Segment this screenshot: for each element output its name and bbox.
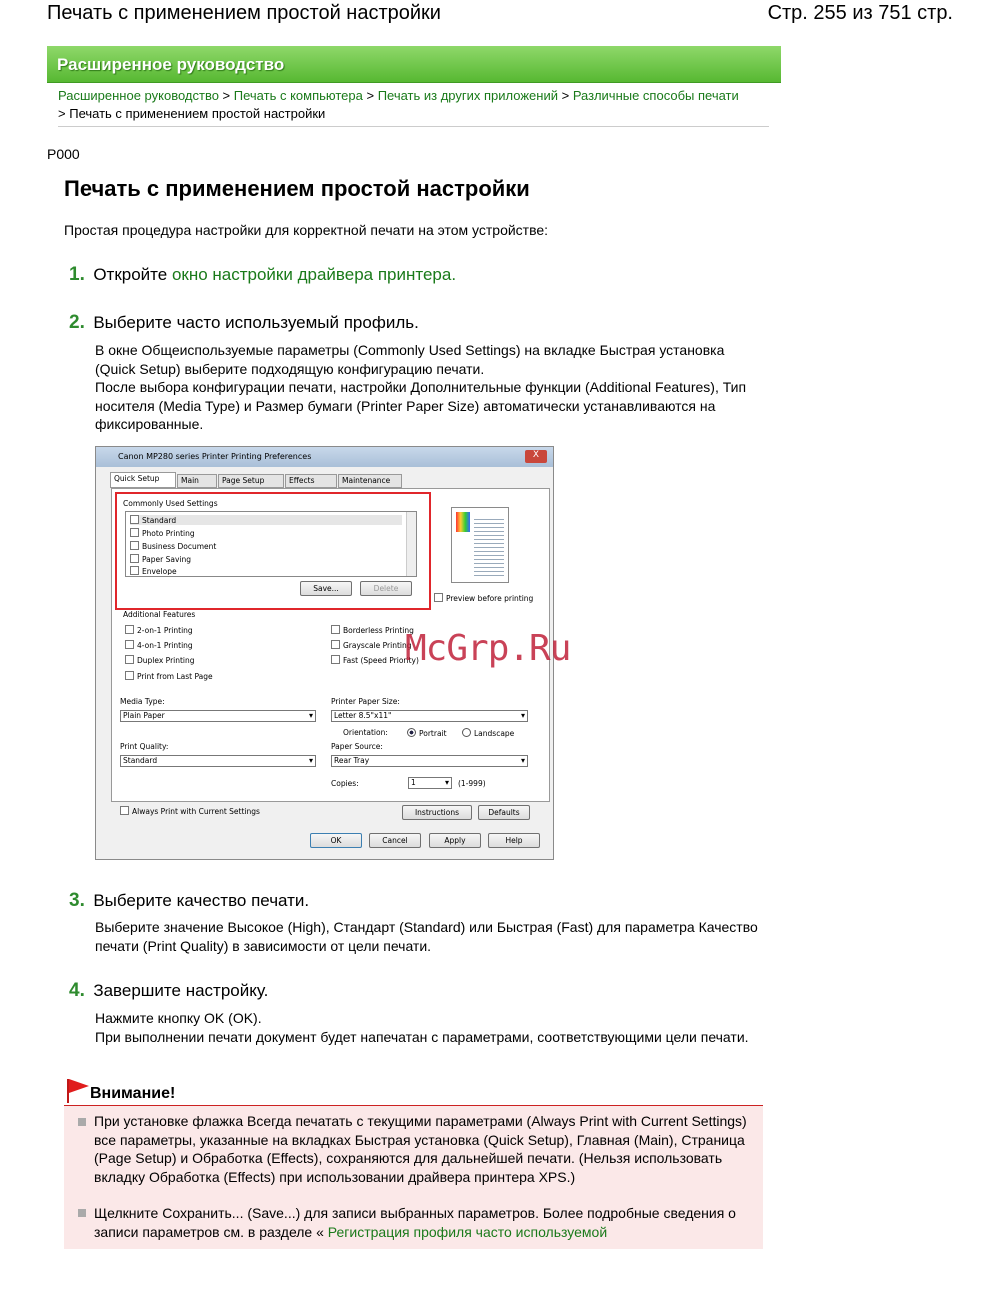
dialog-title: Canon MP280 series Printer Printing Preferences: [118, 452, 312, 461]
list-item[interactable]: Standard: [130, 515, 402, 525]
section-banner: [47, 46, 781, 83]
breadcrumb-link-1[interactable]: Расширенное руководство: [58, 88, 219, 103]
landscape-radio[interactable]: Landscape: [462, 728, 514, 738]
media-type-select[interactable]: Plain Paper ▾: [120, 710, 316, 722]
paper-source-label: Paper Source:: [331, 742, 383, 751]
step-number: 3.: [69, 890, 85, 911]
list-item[interactable]: Business Document: [130, 541, 216, 551]
copies-range: (1-999): [458, 779, 486, 788]
step-title: Завершите настройку.: [93, 981, 269, 1000]
dialog-titlebar: [96, 447, 553, 467]
step-number: 4.: [69, 980, 85, 1001]
header-title: Печать с применением простой настройки: [47, 2, 441, 24]
defaults-button[interactable]: Defaults: [478, 805, 530, 820]
banner-text: Расширенное руководство: [57, 55, 285, 74]
save-button[interactable]: Save...: [300, 581, 352, 596]
tab-page-setup[interactable]: Page Setup: [218, 474, 284, 488]
copies-input[interactable]: 1 ▾: [408, 777, 452, 789]
apply-button[interactable]: Apply: [429, 833, 481, 848]
breadcrumb-sep: >: [218, 88, 234, 103]
breadcrumb: [58, 87, 778, 123]
breadcrumb-sep: >: [362, 88, 378, 103]
tab-maintenance[interactable]: Maintenance: [338, 474, 402, 488]
step-4-text-2: При выполнении печати документ будет напечатан с параметрами, соответствующими цели печати.: [95, 1029, 749, 1045]
step-3-text: Выберите значение Высокое (High), Стандарт (Standard) или Быстрая (Fast) для параметра Качество печати (Print Quality) в зависимости от цели печати.: [95, 919, 758, 954]
help-button[interactable]: Help: [488, 833, 540, 848]
print-preview: [451, 507, 509, 583]
feature-checkbox[interactable]: Grayscale Printing: [331, 640, 412, 650]
portrait-radio[interactable]: Portrait: [407, 728, 447, 738]
feature-checkbox[interactable]: Print from Last Page: [125, 671, 213, 681]
step-2-text-1: В окне Общеиспользуемые параметры (Commonly Used Settings) на вкладке Быстрая установка (Quick Setup) выберите подходящую конфигурацию печати.: [95, 342, 725, 377]
breadcrumb-link-4[interactable]: Различные способы печати: [572, 88, 739, 103]
list-item[interactable]: Photo Printing: [130, 528, 195, 538]
bullet-icon: [78, 1118, 86, 1126]
divider: [58, 126, 769, 127]
intro-text: Простая процедура настройки для корректной печати на этом устройстве:: [64, 222, 549, 238]
breadcrumb-link-3[interactable]: Печать из других приложений: [377, 88, 558, 103]
watermark: McGrp.Ru: [405, 628, 571, 669]
breadcrumb-sep: >: [58, 106, 70, 121]
breadcrumb-sep: >: [557, 88, 573, 103]
step-title: Выберите часто используемый профиль.: [93, 313, 419, 332]
list-item[interactable]: Envelope: [130, 566, 177, 575]
step-title: Откройте: [93, 265, 172, 284]
cancel-button[interactable]: Cancel: [369, 833, 421, 848]
orientation-label: Orientation:: [343, 728, 388, 737]
copies-label: Copies:: [331, 779, 359, 788]
preview-checkbox[interactable]: Preview before printing: [434, 593, 533, 603]
register-profile-link[interactable]: Регистрация профиля часто используемой: [327, 1223, 608, 1240]
breadcrumb-current: Печать с применением простой настройки: [69, 106, 326, 121]
page-counter: Стр. 255 из 751 стр.: [767, 2, 953, 24]
media-type-label: Media Type:: [120, 697, 165, 706]
instructions-button[interactable]: Instructions: [402, 805, 472, 820]
important-item-2: Щелкните Сохранить... (Save...) для записи выбранных параметров. Более подробные сведения о записи параметров см. в разделе « Регистрация профиля часто используемой: [94, 1205, 736, 1240]
paper-size-select[interactable]: Letter 8.5"x11" ▾: [331, 710, 528, 722]
step-4-text-1: Нажмите кнопку OK (OK).: [95, 1010, 262, 1026]
page-title: Печать с применением простой настройки: [64, 176, 530, 201]
important-title: Внимание!: [90, 1085, 176, 1102]
step-2-heading: [69, 312, 419, 334]
feature-checkbox[interactable]: Duplex Printing: [125, 655, 195, 665]
step-number: 2.: [69, 312, 85, 333]
preview-image: [456, 512, 470, 532]
feature-checkbox[interactable]: 4-on-1 Printing: [125, 640, 193, 650]
ok-button[interactable]: OK: [310, 833, 362, 848]
delete-button[interactable]: Delete: [360, 581, 412, 596]
close-icon[interactable]: X: [525, 450, 547, 463]
step-3-heading: [69, 890, 309, 912]
important-item-1: При установке флажка Всегда печатать с текущими параметрами (Always Print with Current Settings) все параметры, указанные на вкладках Быстрая установка (Quick Setup), Главная (Main), Страница (Page Setup) и Обработка (Effects), сохраняются для дальнейшей печати. (Нельзя использовать вкладку Обработка (Effects) при использовании драйвера принтера XPS.): [94, 1113, 747, 1185]
step-1: [69, 264, 456, 286]
driver-settings-link[interactable]: окно настройки драйвера принтера.: [171, 265, 457, 284]
paper-size-label: Printer Paper Size:: [331, 697, 400, 706]
feature-checkbox[interactable]: 2-on-1 Printing: [125, 625, 193, 635]
tab-main[interactable]: Main: [177, 474, 217, 488]
step-title: Выберите качество печати.: [93, 891, 310, 910]
tab-effects[interactable]: Effects: [285, 474, 337, 488]
feature-checkbox[interactable]: Fast (Speed Priority): [331, 655, 419, 665]
print-quality-label: Print Quality:: [120, 742, 169, 751]
print-quality-select[interactable]: Standard ▾: [120, 755, 316, 767]
commonly-used-label: Commonly Used Settings: [123, 499, 218, 508]
tab-quick-setup[interactable]: Quick Setup: [110, 472, 176, 488]
doc-code: P000: [47, 146, 80, 162]
step-2-text-2: После выбора конфигурации печати, настройки Дополнительные функции (Additional Features), Тип носителя (Media Type) и Размер бумаги (Printer Paper Size) автоматически устанавливаются на фиксированные.: [95, 379, 747, 432]
always-print-checkbox[interactable]: Always Print with Current Settings: [120, 806, 260, 816]
bullet-icon: [78, 1209, 86, 1217]
additional-features-label: Additional Features: [123, 610, 196, 619]
paper-source-select[interactable]: Rear Tray ▾: [331, 755, 528, 767]
step-4-heading: [69, 980, 268, 1002]
highlight-box: [115, 492, 431, 610]
feature-checkbox[interactable]: Borderless Printing: [331, 625, 414, 635]
list-item[interactable]: Paper Saving: [130, 554, 191, 564]
red-flag-icon: [66, 1078, 90, 1104]
step-number: 1.: [69, 264, 85, 285]
breadcrumb-link-2[interactable]: Печать с компьютера: [233, 88, 363, 103]
preview-lines: [474, 516, 504, 576]
